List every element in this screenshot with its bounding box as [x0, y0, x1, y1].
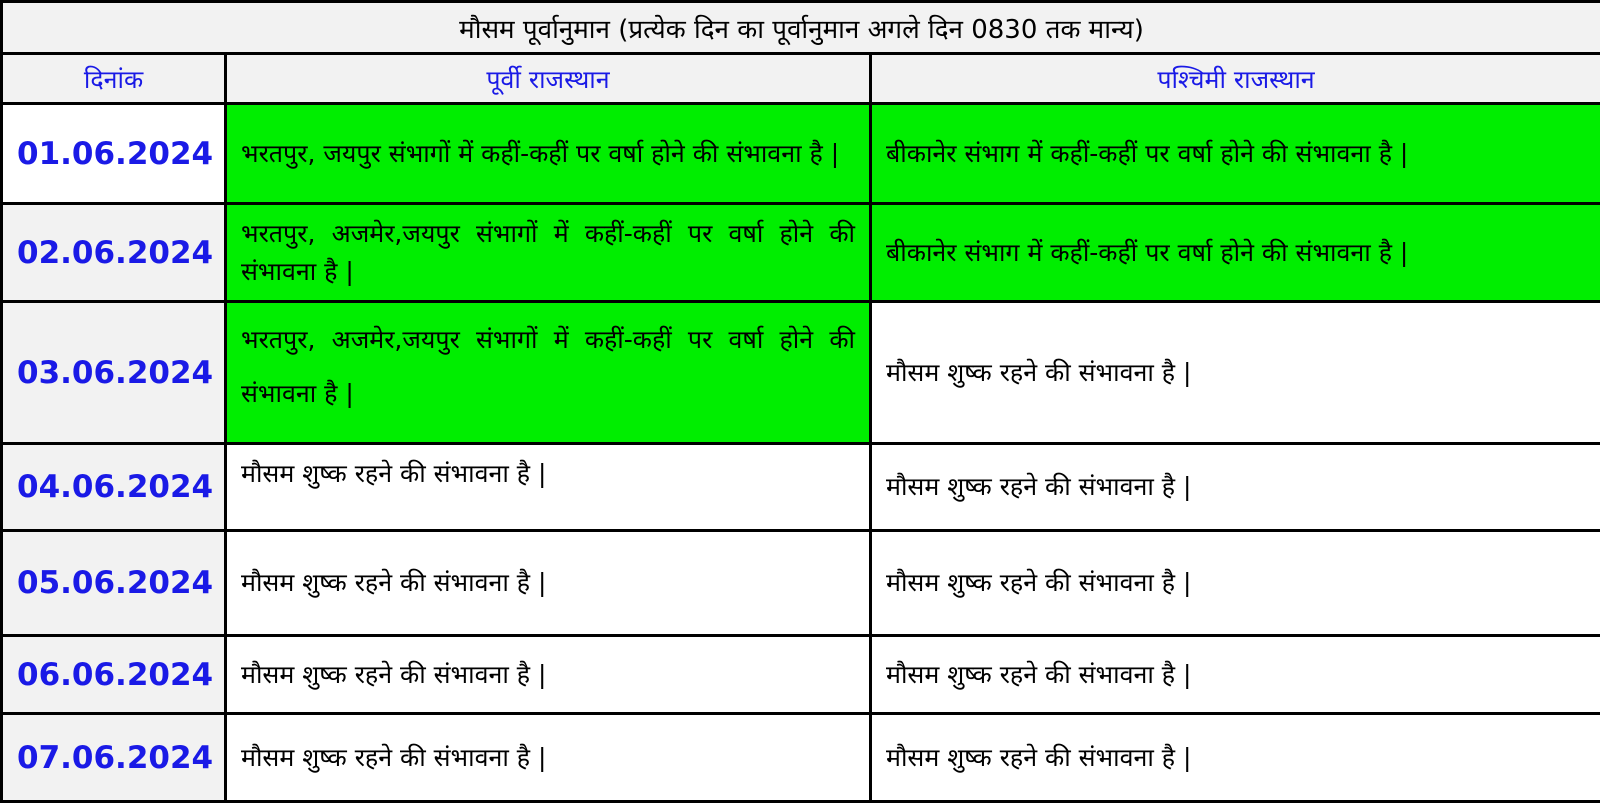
- date-cell: 04.06.2024: [2, 444, 226, 531]
- table-row: [2, 531, 1600, 636]
- west-forecast-cell: बीकानेर संभाग में कहीं-कहीं पर वर्षा होने की संभावना है |: [871, 104, 1600, 204]
- west-forecast-cell: बीकानेर संभाग में कहीं-कहीं पर वर्षा होने की संभावना है |: [871, 204, 1600, 302]
- east-forecast-cell: मौसम शुष्क रहने की संभावना है |: [226, 636, 871, 714]
- title-row: [2, 2, 1600, 54]
- east-forecast-cell: भरतपुर, अजमेर,जयपुर संभागों में कहीं-कहीं पर वर्षा होने की संभावना है |: [226, 302, 871, 444]
- date-cell: 02.06.2024: [2, 204, 226, 302]
- table-row: [2, 204, 1600, 302]
- east-forecast-cell: भरतपुर, अजमेर,जयपुर संभागों में कहीं-कहीं पर वर्षा होने की संभावना है |: [226, 204, 871, 302]
- table-row: [2, 104, 1600, 204]
- table-row: [2, 302, 1600, 444]
- east-forecast-cell: मौसम शुष्क रहने की संभावना है |: [226, 531, 871, 636]
- table-title: मौसम पूर्वानुमान (प्रत्येक दिन का पूर्वानुमान अगले दिन 0830 तक मान्य): [2, 2, 1600, 54]
- date-column-header: दिनांक: [2, 54, 226, 104]
- west-forecast-cell: मौसम शुष्क रहने की संभावना है |: [871, 636, 1600, 714]
- east-forecast-cell: भरतपुर, जयपुर संभागों में कहीं-कहीं पर वर्षा होने की संभावना है |: [226, 104, 871, 204]
- west-rajasthan-column-header: पश्चिमी राजस्थान: [871, 54, 1600, 104]
- table-row: [2, 444, 1600, 531]
- west-forecast-cell: मौसम शुष्क रहने की संभावना है |: [871, 444, 1600, 531]
- date-cell: 01.06.2024: [2, 104, 226, 204]
- header-row: [2, 54, 1600, 104]
- west-forecast-cell: मौसम शुष्क रहने की संभावना है |: [871, 302, 1600, 444]
- east-forecast-cell: मौसम शुष्क रहने की संभावना है |: [226, 714, 871, 802]
- date-cell: 07.06.2024: [2, 714, 226, 802]
- date-cell: 05.06.2024: [2, 531, 226, 636]
- date-cell: 06.06.2024: [2, 636, 226, 714]
- west-forecast-cell: मौसम शुष्क रहने की संभावना है |: [871, 714, 1600, 802]
- west-forecast-cell: मौसम शुष्क रहने की संभावना है |: [871, 531, 1600, 636]
- east-forecast-cell: मौसम शुष्क रहने की संभावना है |: [226, 444, 871, 531]
- table-row: [2, 636, 1600, 714]
- table-row: [2, 714, 1600, 802]
- east-rajasthan-column-header: पूर्वी राजस्थान: [226, 54, 871, 104]
- date-cell: 03.06.2024: [2, 302, 226, 444]
